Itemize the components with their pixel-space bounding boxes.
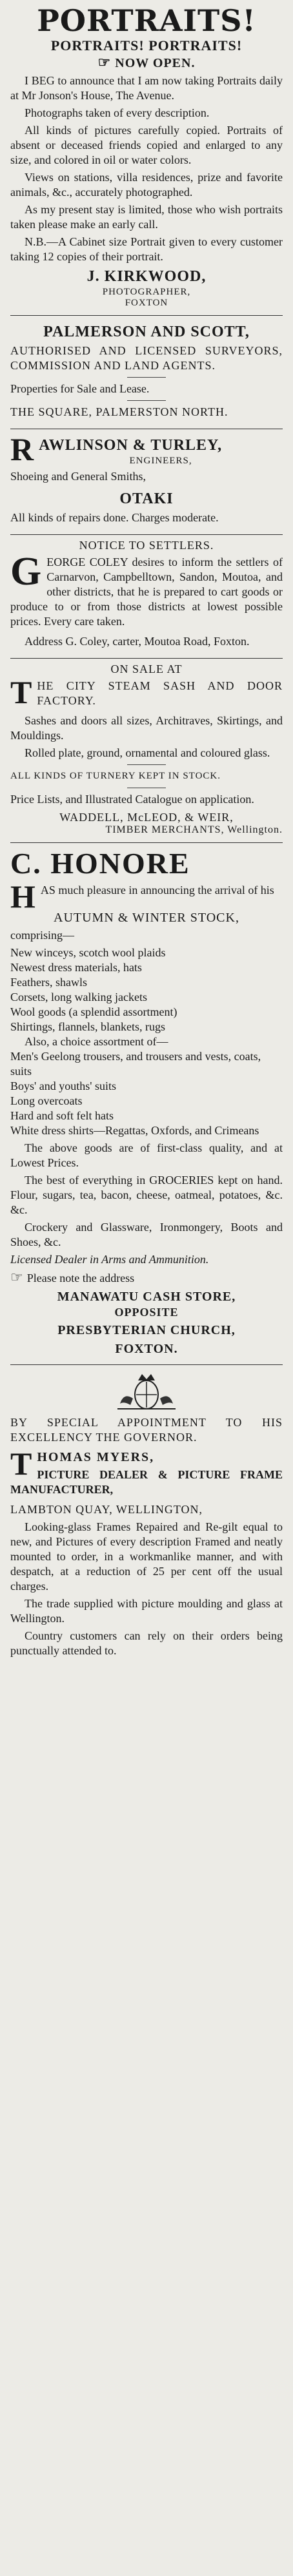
rawlinson-town: OTAKI	[119, 490, 174, 507]
stock-item: Hard and soft felt hats	[10, 1109, 114, 1122]
honore-note: Please note the address	[26, 1271, 135, 1284]
sash-factory-advertisement	[10, 659, 283, 843]
stock-item: Feathers, shawls	[10, 975, 87, 989]
myers-body: Looking-glass Frames Repaired and Re-gilt equal to new, and Pictures of every description Framed and neatly mounted to order, in a workmanlike manner, and with despatch, at a reduction of 25 per cent off the usual charges.	[10, 1520, 283, 1593]
rawlinson-firm-name: AWLINSON & TURLEY,	[39, 437, 223, 454]
stock-item: Also, a choice assortment of—	[25, 1034, 168, 1048]
honore-paragraph: Crockery and Glassware, Ironmongery, Boots and Shoes, &c.	[10, 1220, 283, 1248]
honore-stock: AUTUMN & WINTER STOCK,	[54, 910, 239, 925]
portraits-subtitle: PORTRAITS! PORTRAITS!	[50, 37, 243, 53]
portraits-paragraph: As my present stay is limited, those who wish portraits taken please make an early call.	[10, 203, 283, 231]
coley-address: Address G. Coley, carter, Moutoa Road, Foxton.	[25, 635, 250, 648]
coley-heading: NOTICE TO SETTLERS.	[79, 539, 214, 552]
honore-store: MANAWATU CASH STORE,	[57, 1289, 236, 1304]
honore-advertisement	[10, 843, 283, 1365]
drop-cap: R	[10, 431, 34, 467]
palmerson-scott-advertisement	[10, 316, 283, 429]
portraits-advertisement	[10, 0, 283, 316]
myers-appointment: BY SPECIAL APPOINTMENT TO HIS EXCELLENCY THE GOVERNOR.	[10, 1415, 283, 1444]
photographer-name: J. KIRKWOOD,	[86, 268, 207, 285]
portraits-paragraph: N.B.—A Cabinet size Portrait given to every customer taking 12 copies of their portrait.	[10, 235, 283, 263]
portraits-paragraph: Photographs taken of every description.	[25, 106, 210, 119]
portraits-title: PORTRAITS!	[37, 3, 256, 38]
royal-coat-of-arms-icon	[105, 1373, 188, 1411]
myers-trade-line: The trade supplied with picture moulding and glass at Wellington.	[10, 1596, 283, 1625]
factory-line: Sashes and doors all sizes, Architraves, Skirtings, and Mouldings.	[10, 714, 283, 742]
honore-opposite: OPPOSITE	[114, 1305, 179, 1319]
now-open-text: NOW OPEN.	[115, 56, 196, 70]
stock-item: Boys' and youths' suits	[10, 1079, 117, 1092]
palmerson-properties: Properties for Sale and Lease.	[10, 382, 150, 395]
honore-note-line	[10, 1270, 283, 1286]
coley-advertisement	[10, 535, 283, 659]
honore-paragraph: The above goods are of first-class quality, and at Lowest Prices.	[10, 1141, 283, 1169]
honore-name: C. HONORE	[10, 847, 190, 880]
myers-name: HOMAS MYERS,	[37, 1449, 155, 1464]
stock-item: White dress shirts—Regattas, Oxfords, and Crimeans	[10, 1123, 259, 1137]
portraits-paragraph: Views on stations, villa residences, prize and favorite animals, &c., accurately photographed.	[10, 171, 283, 199]
stock-item: Corsets, long walking jackets	[10, 990, 147, 1003]
coley-body: EORGE COLEY desires to inform the settlers of Carnarvon, Campbelltown, Sandon, Moutoa, and other districts, that he is prepared to cart goods or produce to or from those districts at lowest possible prices. Every care taken.	[10, 556, 283, 628]
factory-firm: WADDELL, McLEOD, & WEIR,	[59, 811, 234, 824]
factory-line: Rolled plate, ground, ornamental and coloured glass.	[25, 746, 270, 759]
factory-trade: TIMBER MERCHANTS, Wellington.	[105, 824, 283, 835]
myers-address: LAMBTON QUAY, WELLINGTON,	[10, 1502, 203, 1516]
pointing-hand-icon: ☞	[97, 54, 112, 70]
stock-item: Newest dress materials, hats	[10, 960, 142, 974]
rawlinson-note: All kinds of repairs done. Charges moderate.	[10, 511, 219, 524]
stock-item: Wool goods (a splendid assortment)	[10, 1005, 177, 1018]
honore-paragraph: The best of everything in GROCERIES kept on hand. Flour, sugars, tea, bacon, cheese, oatmeal, potatoes, &c. &c.	[10, 1173, 283, 1216]
drop-cap: T	[10, 1445, 32, 1482]
portraits-paragraph: I BEG to announce that I am now taking Portraits daily at Mr Jonson's House, The Avenue.	[10, 74, 283, 102]
palmerson-description: AUTHORISED AND LICENSED SURVEYORS, COMMISSION AND LAND AGENTS.	[10, 344, 283, 372]
honore-intro: AS much pleasure in announcing the arrival of his	[40, 884, 274, 896]
honore-town: FOXTON.	[115, 1341, 178, 1356]
myers-country: Country customers can rely on their orders being punctually attended to.	[10, 1629, 283, 1657]
stock-item: Shirtings, flannels, blankets, rugs	[10, 1020, 165, 1033]
drop-cap: T	[10, 674, 32, 710]
honore-church: PRESBYTERIAN CHURCH,	[57, 1322, 236, 1337]
stock-item: Long overcoats	[10, 1094, 83, 1107]
stock-item: New winceys, scotch wool plaids	[10, 945, 166, 959]
honore-license: Licensed Dealer in Arms and Ammunition.	[10, 1252, 209, 1266]
divider	[127, 400, 166, 401]
divider	[127, 377, 166, 378]
drop-cap: H	[10, 878, 35, 915]
pointing-hand-icon: ☞	[10, 1268, 23, 1285]
factory-catalogue: Price Lists, and Illustrated Catalogue on application.	[10, 793, 254, 806]
rawlinson-role: ENGINEERS,	[129, 456, 192, 466]
drop-cap: G	[10, 550, 42, 594]
palmerson-address: THE SQUARE, PALMERSTON NORTH.	[10, 405, 228, 418]
myers-advertisement	[10, 1365, 283, 1667]
honore-comprising: comprising—	[10, 928, 74, 942]
rawlinson-turley-advertisement	[10, 429, 283, 535]
now-open-line	[10, 54, 283, 71]
factory-heading: ON SALE AT	[110, 663, 183, 675]
stock-item: Men's Geelong trousers, and trousers and vests, coats, suits	[10, 1049, 261, 1078]
photographer-town: FOXTON	[125, 298, 168, 308]
rawlinson-trade: Shoeing and General Smiths,	[10, 470, 146, 483]
photographer-role: PHOTOGRAPHER,	[102, 287, 191, 297]
portraits-paragraph: All kinds of pictures carefully copied. Portraits of absent or deceased friends copied and enlarged to any size, and colored in oil or water colors.	[10, 124, 283, 166]
divider	[127, 764, 166, 765]
myers-trade: PICTURE DEALER & PICTURE FRAME MANUFACTURER,	[10, 1467, 283, 1496]
factory-turnery: ALL KINDS OF TURNERY KEPT IN STOCK.	[10, 771, 221, 781]
palmerson-firm-name: PALMERSON AND SCOTT,	[43, 324, 250, 340]
factory-name: HE CITY STEAM SASH AND DOOR FACTORY.	[37, 679, 283, 707]
